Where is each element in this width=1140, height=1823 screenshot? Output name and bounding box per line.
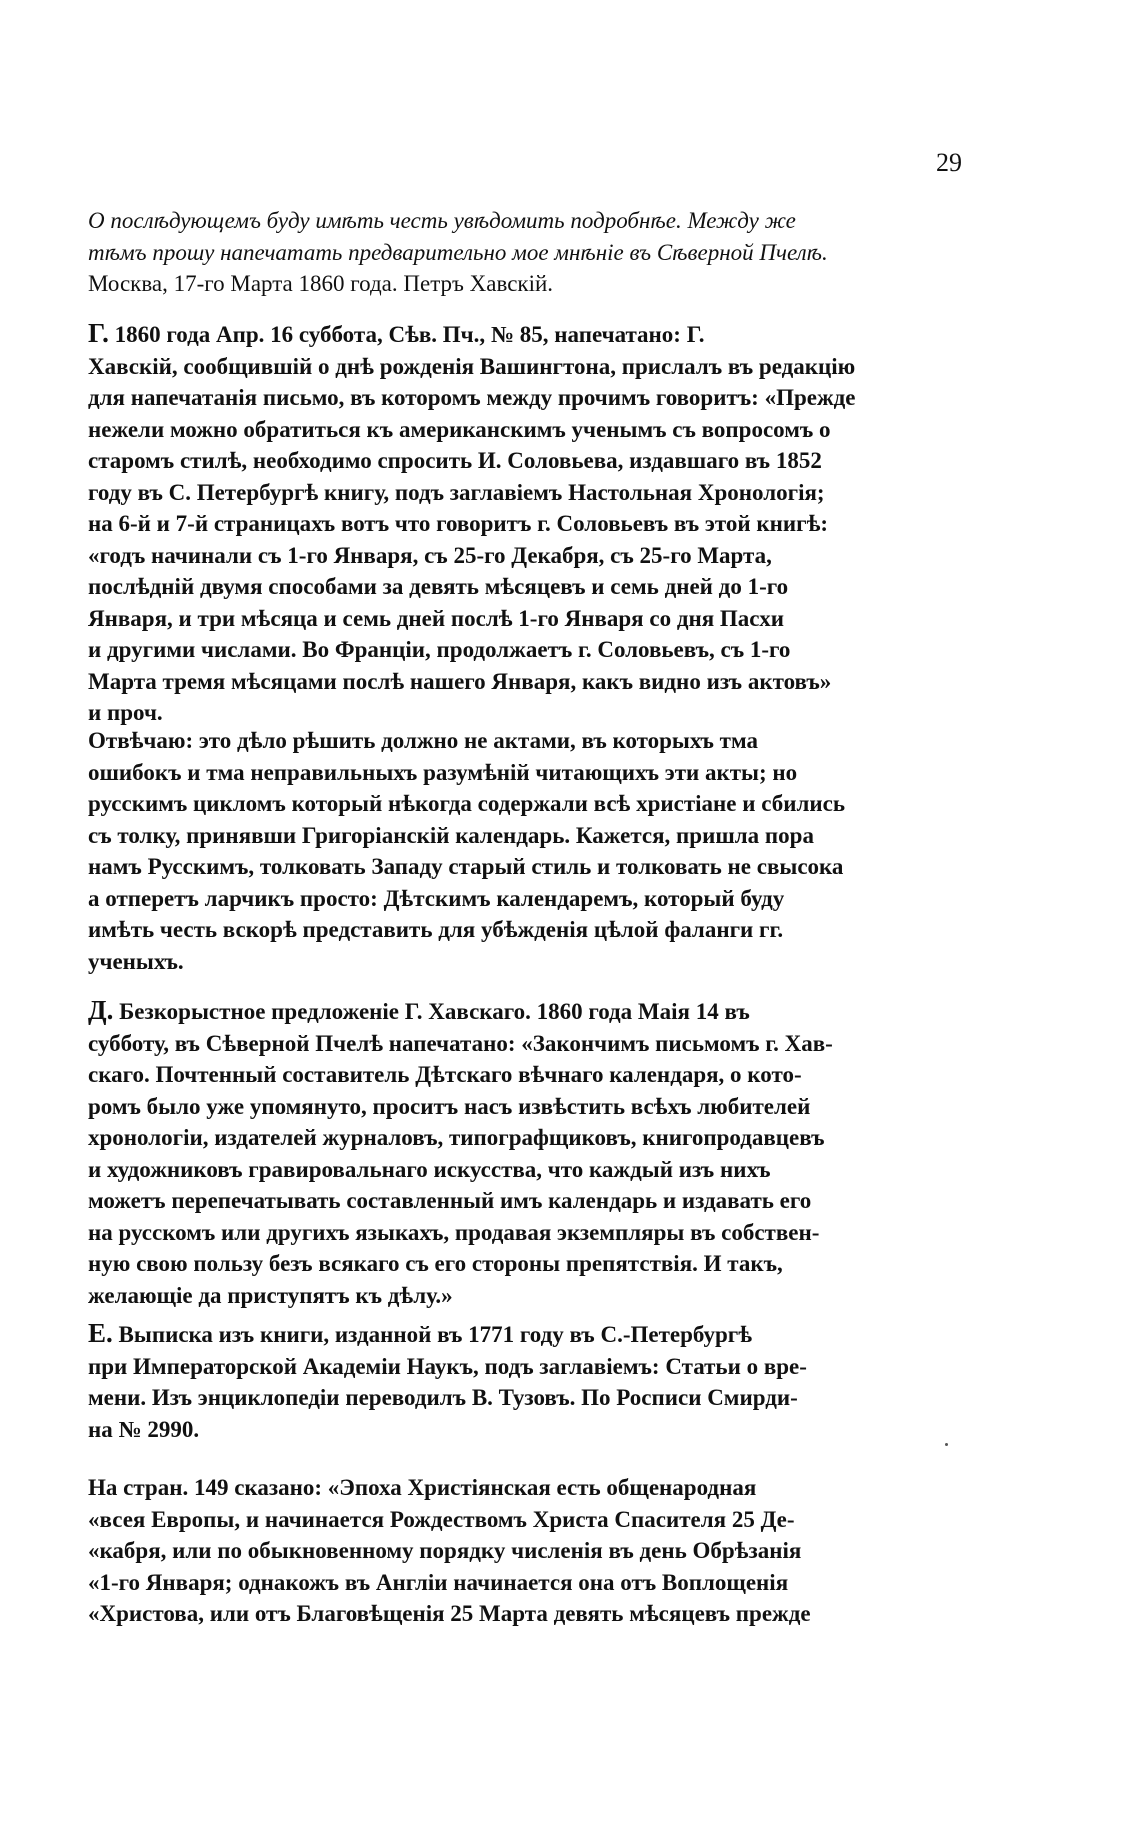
section-e-line: при Императорской Академіи Наукъ, подъ заглавіемъ: Статьи о вре- xyxy=(88,1353,807,1379)
section-e-line-1-text: Выписка изъ книги, изданной въ 1771 году въ С.-Петербургѣ xyxy=(112,1322,753,1347)
section-g-line: нежели можно обратиться къ американскимъ ученымъ съ вопросомъ о xyxy=(88,416,831,442)
section-g-line: «годъ начинали съ 1-го Января, съ 25-го Декабря, съ 25-го Марта, xyxy=(88,542,772,568)
section-d-letter: Д. xyxy=(88,995,114,1025)
section-g-line: послѣдній двумя способами за девять мѣсяцевъ и семь дней до 1-го xyxy=(88,574,789,599)
quote-149-line: «1-го Января; однакожъ въ Англіи начинается она отъ Воплощенія xyxy=(88,1569,789,1595)
reply-line: съ толку, принявши Григоріанскій календарь. Кажется, пришла пора xyxy=(88,822,814,848)
intro-italic-line-1: О послѣдующемъ буду имѣть честь увѣдомить подробнѣе. Между же xyxy=(88,208,796,233)
section-g-line: году въ С. Петербургѣ книгу, подъ заглавіемъ Настольная Хронологія; xyxy=(88,479,825,505)
section-g-line: и проч. xyxy=(88,700,163,725)
stray-mark xyxy=(945,1443,948,1446)
section-d-line: ную свою пользу безъ всякаго съ его стороны препятствія. И такъ, xyxy=(88,1251,783,1276)
section-g-line: и другими числами. Во Франціи, продолжаетъ г. Соловьевъ, съ 1-го xyxy=(88,637,791,662)
section-g-line: Марта тремя мѣсяцами послѣ нашего Января, какъ видно изъ актовъ» xyxy=(88,668,832,694)
section-d-line-1 xyxy=(88,995,950,1028)
section-d-line: можетъ перепечатывать составленный имъ календарь и издавать его xyxy=(88,1188,812,1213)
quote-149-line: На стран. 149 сказано: «Эпоха Христіянская есть общенародная xyxy=(88,1475,757,1500)
section-e-line: на № 2990. xyxy=(88,1416,200,1442)
reply-line: а отперетъ ларчикъ просто: Дѣтскимъ календаремъ, который буду xyxy=(88,885,785,911)
section-d-line: ромъ было уже упомянуто, проситъ насъ извѣстить всѣхъ любителей xyxy=(88,1093,811,1119)
section-g-line: на 6-й и 7-й страницахъ вотъ что говоритъ г. Соловьевъ въ этой книгѣ: xyxy=(88,511,829,536)
quote-149-paragraph xyxy=(88,1472,950,1630)
section-g-line: Хавскій, сообщившій о днѣ рожденія Вашингтона, прислалъ въ редакцію xyxy=(88,353,856,379)
section-d-line: на русскомъ или другихъ языкахъ, продавая экземпляры въ собствен- xyxy=(88,1219,820,1245)
quote-149-line: «Христова, или отъ Благовѣщенія 25 Марта девять мѣсяцевъ прежде xyxy=(88,1601,811,1626)
intro-signature-line: Москва, 17-го Марта 1860 года. Петръ Хавскій. xyxy=(88,271,554,296)
section-d-paragraph xyxy=(88,995,950,1311)
reply-paragraph xyxy=(88,725,950,977)
section-d-line: скаго. Почтенный составитель Дѣтскаго вѣчнаго календаря, о кото- xyxy=(88,1062,802,1087)
reply-line: русскимъ цикломъ который нѣкогда содержали всѣ христіане и сбились xyxy=(88,791,846,816)
section-e-line-1 xyxy=(88,1318,950,1351)
section-d-line: субботу, въ Сѣверной Пчелѣ напечатано: «Закончимъ письмомъ г. Хав- xyxy=(88,1030,833,1056)
section-d-line-1-text: Безкорыстное предложеніе Г. Хавскаго. 1860 года Маія 14 въ xyxy=(113,999,750,1024)
reply-line: Отвѣчаю: это дѣло рѣшить должно не актами, въ которыхъ тма xyxy=(88,728,758,753)
section-g-line: для напечатанія письмо, въ которомъ между прочимъ говоритъ: «Прежде xyxy=(88,385,856,410)
section-g-line-1 xyxy=(88,318,950,351)
section-g-paragraph xyxy=(88,318,950,729)
section-g-line-1-text: 1860 года Апр. 16 суббота, Сѣв. Пч., № 85, напечатано: Г. xyxy=(108,322,705,347)
reply-line: ученыхъ. xyxy=(88,948,184,974)
quote-149-line: «кабря, или по обыкновенному порядку численія въ день Обрѣзанія xyxy=(88,1538,802,1563)
section-d-line: хронологіи, издателей журналовъ, типографщиковъ, книгопродавцевъ xyxy=(88,1125,825,1150)
intro-italic-line-2: тѣмъ прошу напечатать предварительно мое мнѣніе въ Сѣверной Пчелѣ. xyxy=(88,239,828,265)
reply-line: намъ Русскимъ, толковать Западу старый стиль и толковать не свысока xyxy=(88,854,844,879)
intro-paragraph xyxy=(88,205,950,300)
section-g-line: Января, и три мѣсяца и семь дней послѣ 1-го Января со дня Пасхи xyxy=(88,605,784,631)
section-g-line: старомъ стилѣ, необходимо спросить И. Соловьева, издавшаго въ 1852 xyxy=(88,448,822,473)
section-d-line: и художниковъ гравировальнаго искусства, что каждый изъ нихъ xyxy=(88,1156,771,1182)
reply-line: имѣть честь вскорѣ представить для убѣжденія цѣлой фаланги гг. xyxy=(88,917,784,942)
section-d-line: желающіе да приступятъ къ дѣлу.» xyxy=(88,1282,453,1308)
section-e-letter: Е. xyxy=(88,1318,113,1348)
section-e-line: мени. Изъ энциклопедіи переводилъ В. Тузовъ. По Росписи Смирди- xyxy=(88,1385,798,1410)
reply-line: ошибокъ и тма неправильныхъ разумѣній читающихъ эти акты; но xyxy=(88,759,798,785)
page-number: 29 xyxy=(936,148,962,177)
section-e-paragraph xyxy=(88,1318,950,1445)
section-g-letter: Г. xyxy=(88,318,109,348)
quote-149-line: «всея Европы, и начинается Рождествомъ Христа Спасителя 25 Де- xyxy=(88,1506,795,1532)
